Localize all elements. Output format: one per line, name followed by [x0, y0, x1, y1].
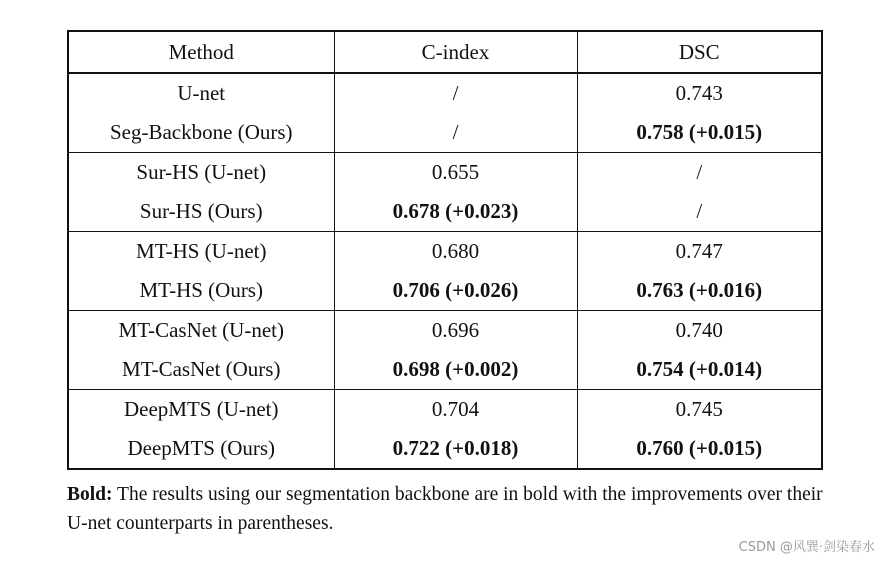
cindex-cell: /	[334, 113, 577, 153]
caption	[67, 480, 827, 538]
caption-text: The results using our segmentation backbone are in bold with the improvements over their U-net counterparts in parentheses.	[67, 484, 823, 534]
dsc-cell: 0.758 (+0.015)	[577, 113, 822, 153]
dsc-cell: 0.747	[577, 232, 822, 272]
header-row	[68, 31, 822, 73]
dsc-cell: 0.760 (+0.015)	[577, 429, 822, 469]
cindex-cell: /	[334, 73, 577, 113]
header-method: Method	[68, 31, 334, 73]
method-cell: DeepMTS (U-net)	[68, 390, 334, 430]
cindex-cell: 0.655	[334, 153, 577, 193]
table-row	[68, 429, 822, 469]
method-cell: Sur-HS (U-net)	[68, 153, 334, 193]
table-row	[68, 113, 822, 153]
cindex-cell: 0.698 (+0.002)	[334, 350, 577, 390]
cindex-cell: 0.704	[334, 390, 577, 430]
cindex-cell: 0.722 (+0.018)	[334, 429, 577, 469]
cindex-cell: 0.696	[334, 311, 577, 351]
cindex-cell: 0.678 (+0.023)	[334, 192, 577, 232]
table-row	[68, 311, 822, 351]
caption-bold-label: Bold:	[67, 484, 113, 505]
method-cell: Sur-HS (Ours)	[139, 199, 263, 223]
cindex-cell: 0.706 (+0.026)	[334, 271, 577, 311]
table-row	[68, 153, 822, 193]
dsc-cell: 0.745	[577, 390, 822, 430]
dsc-cell: /	[577, 192, 822, 232]
cindex-cell: 0.680	[334, 232, 577, 272]
dsc-cell: /	[577, 153, 822, 193]
watermark: CSDN @风巽·剑染春水	[738, 540, 875, 555]
header-cindex: C-index	[334, 31, 577, 73]
method-cell: Seg-Backbone (Ours)	[109, 120, 293, 144]
table-row	[68, 232, 822, 272]
table-body	[68, 73, 822, 469]
dsc-cell: 0.763 (+0.016)	[577, 271, 822, 311]
table-row	[68, 271, 822, 311]
method-cell: U-net	[68, 73, 334, 113]
method-cell: MT-CasNet (Ours)	[122, 357, 281, 381]
header-dsc: DSC	[577, 31, 822, 73]
results-table	[67, 30, 823, 470]
method-cell: MT-HS (Ours)	[139, 278, 263, 302]
dsc-cell: 0.754 (+0.014)	[577, 350, 822, 390]
method-cell: DeepMTS (Ours)	[127, 436, 276, 460]
table-row	[68, 390, 822, 430]
table-row	[68, 192, 822, 232]
table-row	[68, 73, 822, 113]
method-cell: MT-HS (U-net)	[68, 232, 334, 272]
table-row	[68, 350, 822, 390]
dsc-cell: 0.740	[577, 311, 822, 351]
dsc-cell: 0.743	[577, 73, 822, 113]
method-cell: MT-CasNet (U-net)	[68, 311, 334, 351]
